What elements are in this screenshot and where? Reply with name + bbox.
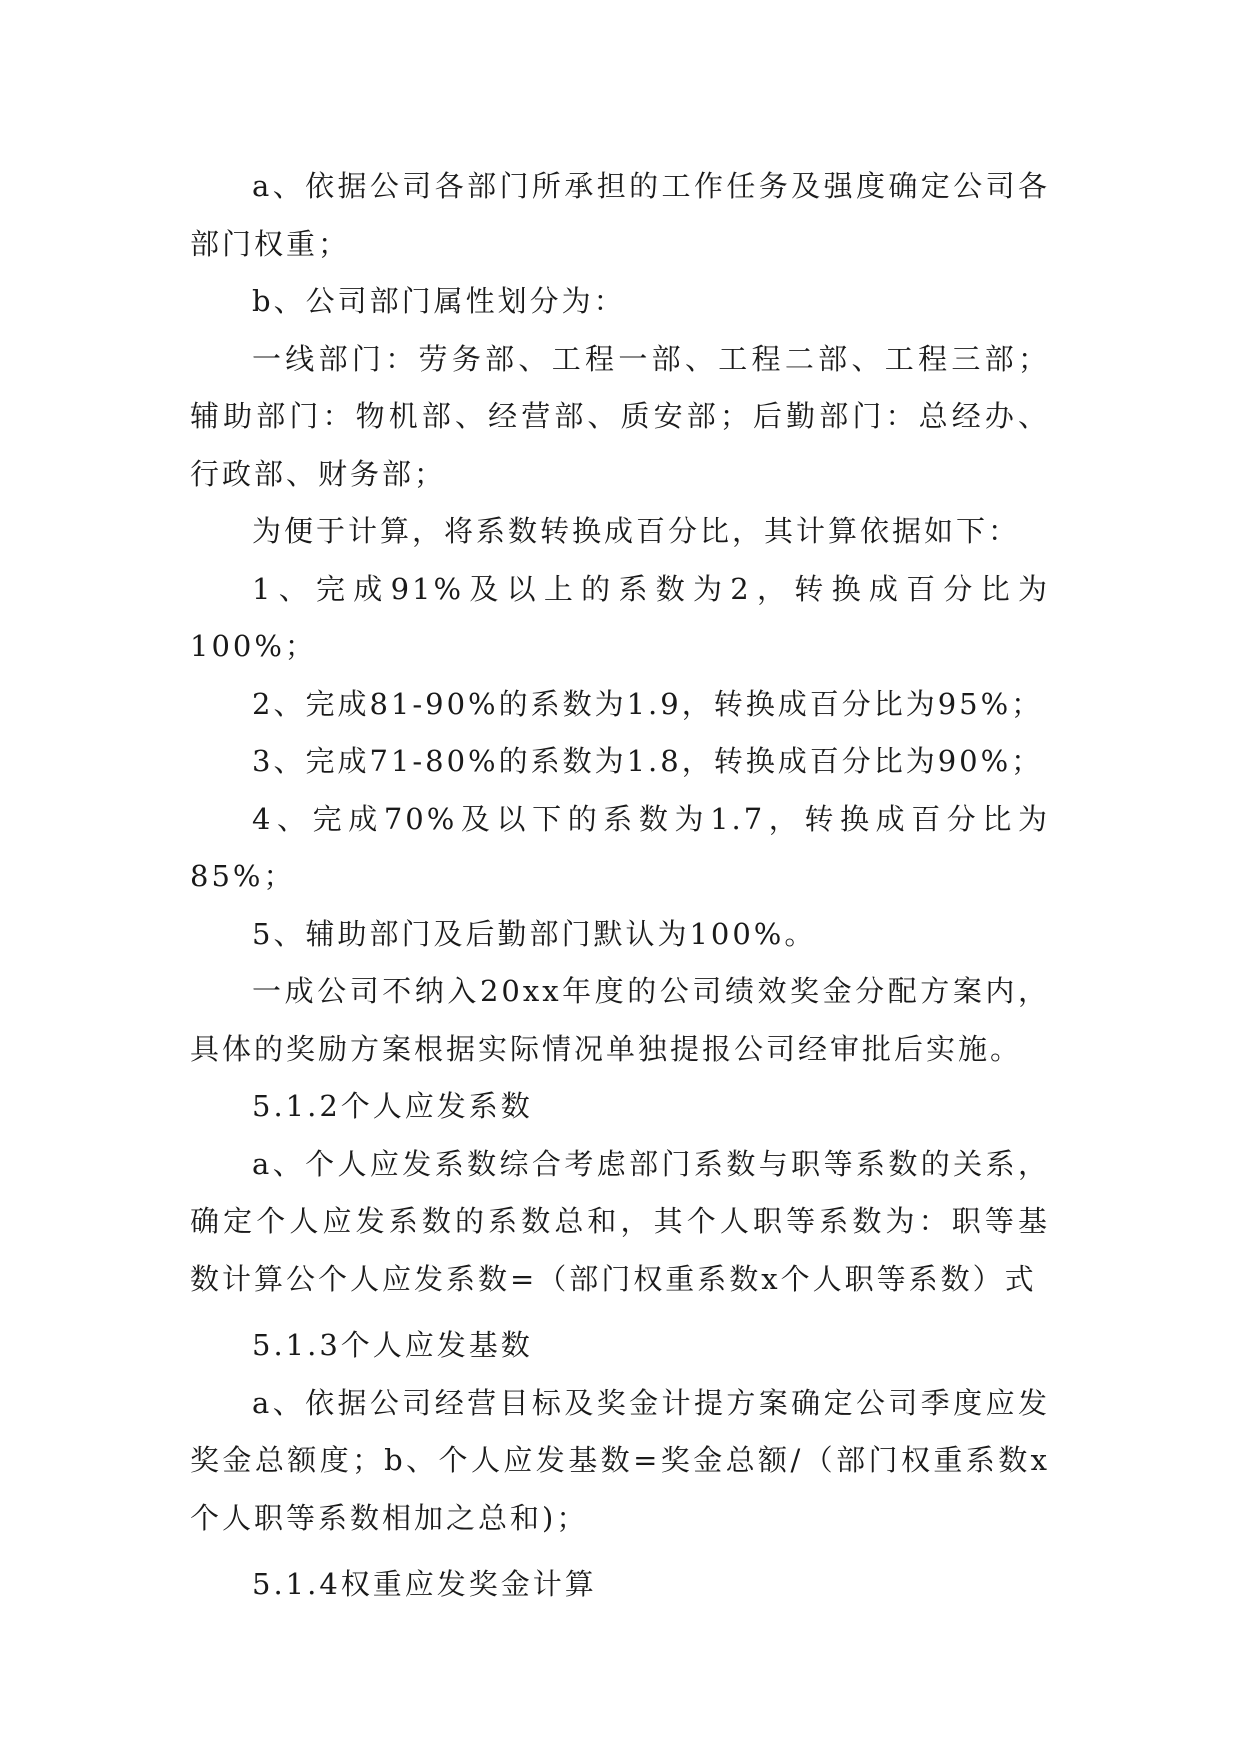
section-heading-5-1-4: 5.1.4权重应发奖金计算 [252,1567,597,1601]
paragraph-conversion-intro: 为便于计算，将系数转换成百分比，其计算依据如下： [252,514,1021,548]
paragraph-department-list: 一线部门：劳务部、工程一部、工程二部、工程三部；辅助部门：物机部、经营部、质安部；后勤部门：总经办、行政部、财务部； [190,341,1050,491]
list-item-coefficient-3: 3、完成71-80%的系数为1.8，转换成百分比为90%； [252,744,1044,778]
paragraph-personal-coefficient: a、个人应发系数综合考虑部门系数与职等系数的关系，确定个人应发系数的系数总和，其个人职等系数为：职等基数计算公个人应发系数=（部门权重系数x个人职等系数）式 [190,1146,1050,1296]
list-item-coefficient-1: 1、完成91%及以上的系数为2，转换成百分比为100%； [190,571,1050,663]
section-heading-5-1-2: 5.1.2个人应发系数 [252,1089,533,1123]
document-body [190,158,1050,1614]
paragraph-personal-base: a、依据公司经营目标及奖金计提方案确定公司季度应发奖金总额度；b、个人应发基数=奖金总额/（部门权重系数x个人职等系数相加之总和)； [190,1385,1050,1535]
paragraph-department-attributes: b、公司部门属性划分为： [252,284,626,318]
list-item-coefficient-2: 2、完成81-90%的系数为1.9，转换成百分比为95%； [252,686,1044,721]
list-item-coefficient-4: 4、完成70%及以下的系数为1.7，转换成百分比为85%； [190,801,1050,893]
section-heading-5-1-3: 5.1.3个人应发基数 [252,1328,533,1362]
paragraph-department-weight: a、依据公司各部门所承担的工作任务及强度确定公司各部门权重； [190,169,1050,261]
paragraph-exclusion: 一成公司不纳入20xx年度的公司绩效奖金分配方案内，具体的奖励方案根据实际情况单独提报公司经审批后实施。 [190,974,1050,1066]
list-item-coefficient-5: 5、辅助部门及后勤部门默认为100%。 [252,916,817,951]
